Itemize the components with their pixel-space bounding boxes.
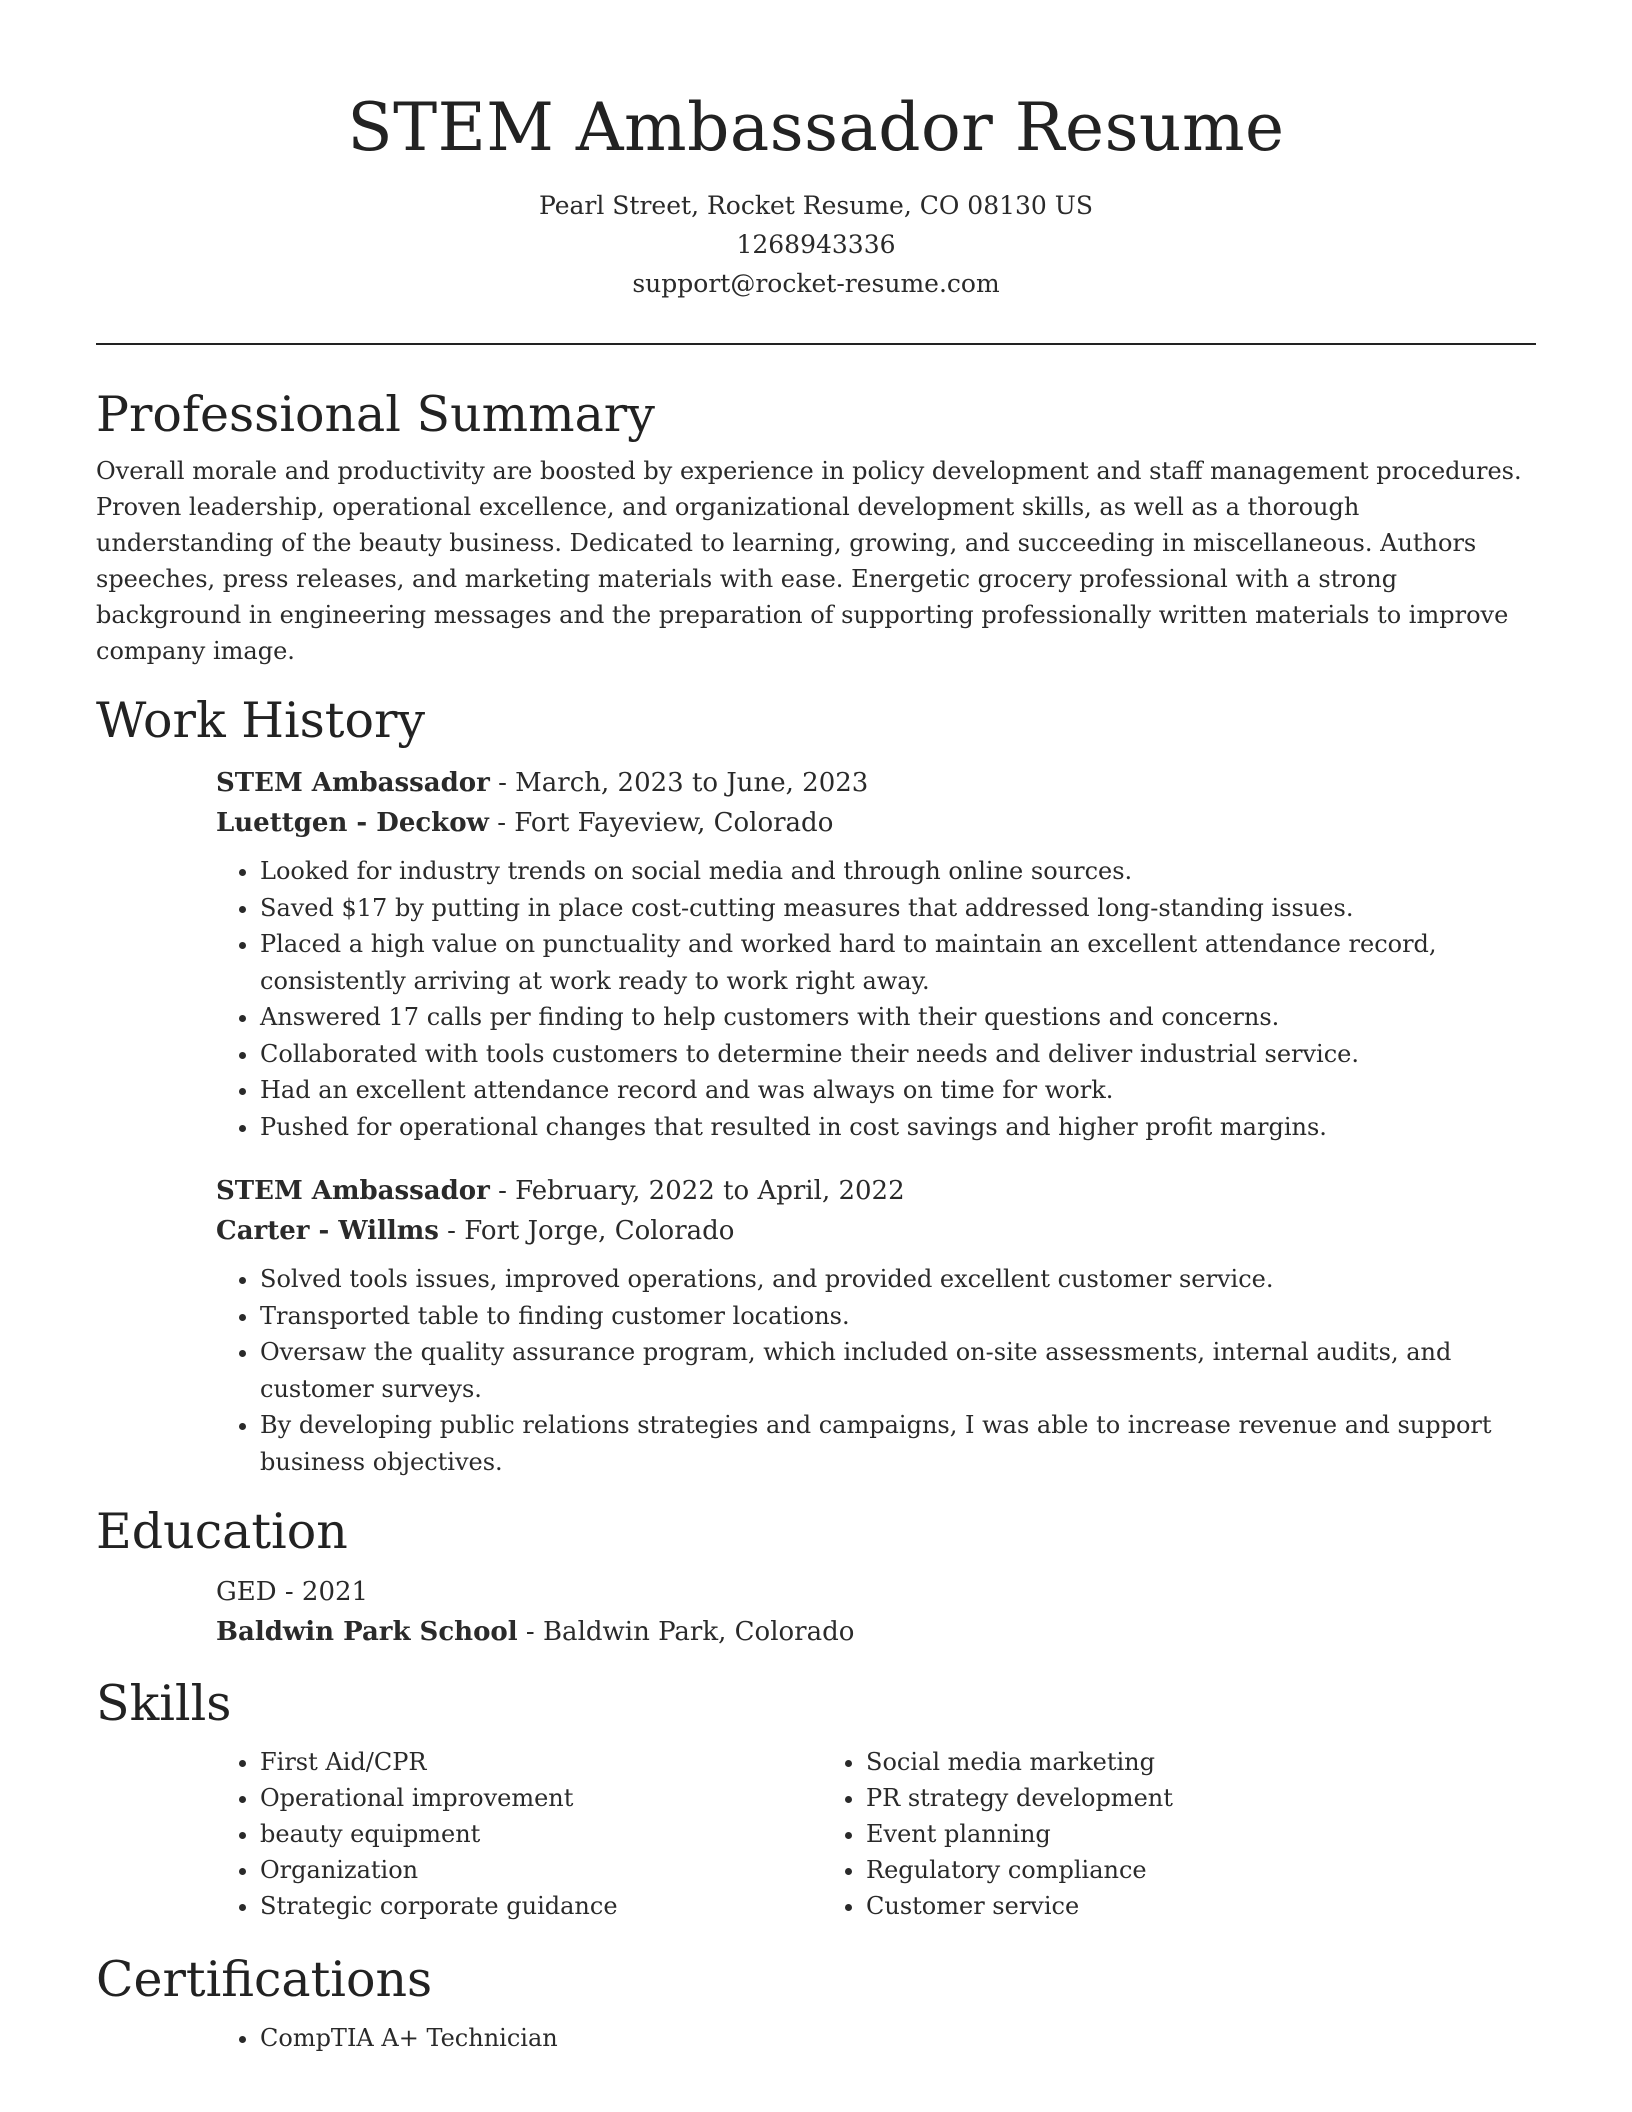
skill-item: • Strategic corporate guidance [260, 1888, 822, 1924]
education-year: - 2021 [276, 1577, 369, 1607]
contact-info [96, 186, 1536, 303]
work-history-heading: Work History [96, 692, 426, 749]
job-bullets [216, 1261, 1536, 1480]
job-bullet: • Solved tools issues, improved operations, and provided excellent customer service. [260, 1261, 1536, 1298]
job-dates: - March, 2023 to June, 2023 [489, 768, 869, 798]
job-title-line [216, 1171, 1536, 1211]
education-school-line [216, 1612, 1536, 1652]
job-dates: - February, 2022 to April, 2022 [489, 1176, 905, 1206]
skill-item: • Operational improvement [260, 1780, 822, 1816]
summary-heading: Professional Summary [96, 386, 655, 443]
education-degree: GED [216, 1577, 277, 1607]
job-bullet: • Pushed for operational changes that resulted in cost savings and higher profit margins. [260, 1109, 1536, 1146]
job-entry [216, 1171, 1536, 1480]
certification-bullets [216, 2020, 1536, 2057]
skills-column-left [216, 1744, 822, 1924]
skills-heading: Skills [96, 1675, 232, 1732]
education-heading: Education [96, 1503, 348, 1560]
job-bullet: • Oversaw the quality assurance program, which included on-site assessments, internal audits, and customer surveys. [260, 1334, 1536, 1407]
header-divider [96, 343, 1536, 345]
certifications-list [216, 2020, 1536, 2057]
job-location: - Fort Jorge, Colorado [438, 1216, 735, 1246]
skill-item: • beauty equipment [260, 1816, 822, 1852]
job-bullet: • Saved $17 by putting in place cost-cutting measures that addressed long-standing issues. [260, 890, 1536, 927]
job-bullet: • By developing public relations strategies and campaigns, I was able to increase revenue and support business objectives. [260, 1407, 1536, 1480]
job-location: - Fort Fayeview, Colorado [488, 808, 834, 838]
job-company: Luettgen - Deckow [216, 808, 489, 838]
skill-item: • Organization [260, 1852, 822, 1888]
job-title-line [216, 763, 1536, 803]
education-degree-line [216, 1572, 1536, 1612]
contact-phone: 1268943336 [736, 230, 896, 259]
skills-column-right [822, 1744, 1422, 1924]
job-bullet: • Looked for industry trends on social media and through online sources. [260, 853, 1536, 890]
contact-email: support@rocket-resume.com [632, 269, 1000, 298]
job-company-line [216, 803, 1536, 843]
skill-item: • Customer service [866, 1888, 1422, 1924]
skill-item: • First Aid/CPR [260, 1744, 822, 1780]
job-company: Carter - Willms [216, 1216, 439, 1246]
job-bullet: • Collaborated with tools customers to determine their needs and deliver industrial service. [260, 1036, 1536, 1073]
skill-item: • PR strategy development [866, 1780, 1422, 1816]
resume-title: STEM Ambassador Resume [347, 89, 1285, 166]
job-bullets [216, 853, 1536, 1145]
certification-item: • CompTIA A+ Technician [260, 2020, 1536, 2057]
job-bullet: • Answered 17 calls per finding to help customers with their questions and concerns. [260, 999, 1536, 1036]
resume-page [96, 0, 1536, 2057]
job-bullet: • Transported table to finding customer locations. [260, 1298, 1536, 1335]
job-company-line [216, 1211, 1536, 1251]
education-school: Baldwin Park School [216, 1617, 518, 1647]
skill-item: • Social media marketing [866, 1744, 1422, 1780]
skills-list [216, 1744, 1536, 1924]
summary-text: Overall morale and productivity are boosted by experience in policy development and staff management procedures. Proven leadership, operational excellence, and organizational development skills, as well as a thorough understanding of the beauty business. Dedicated to learning, growing, and succeeding in miscellaneous. Authors speeches, press releases, and marketing materials with ease. Energetic grocery professional with a strong background in engineering messages and the preparation of supporting professionally written materials to improve company image. [96, 457, 1522, 665]
job-bullet: • Placed a high value on punctuality and worked hard to maintain an excellent attendance record, consistently arriving at work ready to work right away. [260, 926, 1536, 999]
job-title: STEM Ambassador [216, 1176, 490, 1206]
skill-item: • Regulatory compliance [866, 1852, 1422, 1888]
education-entry [216, 1572, 1536, 1652]
certifications-heading: Certifications [96, 1951, 433, 2008]
contact-address: Pearl Street, Rocket Resume, CO 08130 US [539, 191, 1093, 220]
job-entry [216, 763, 1536, 1145]
job-title: STEM Ambassador [216, 768, 490, 798]
job-bullet: • Had an excellent attendance record and was always on time for work. [260, 1072, 1536, 1109]
skill-item: • Event planning [866, 1816, 1422, 1852]
education-location: - Baldwin Park, Colorado [517, 1617, 855, 1647]
